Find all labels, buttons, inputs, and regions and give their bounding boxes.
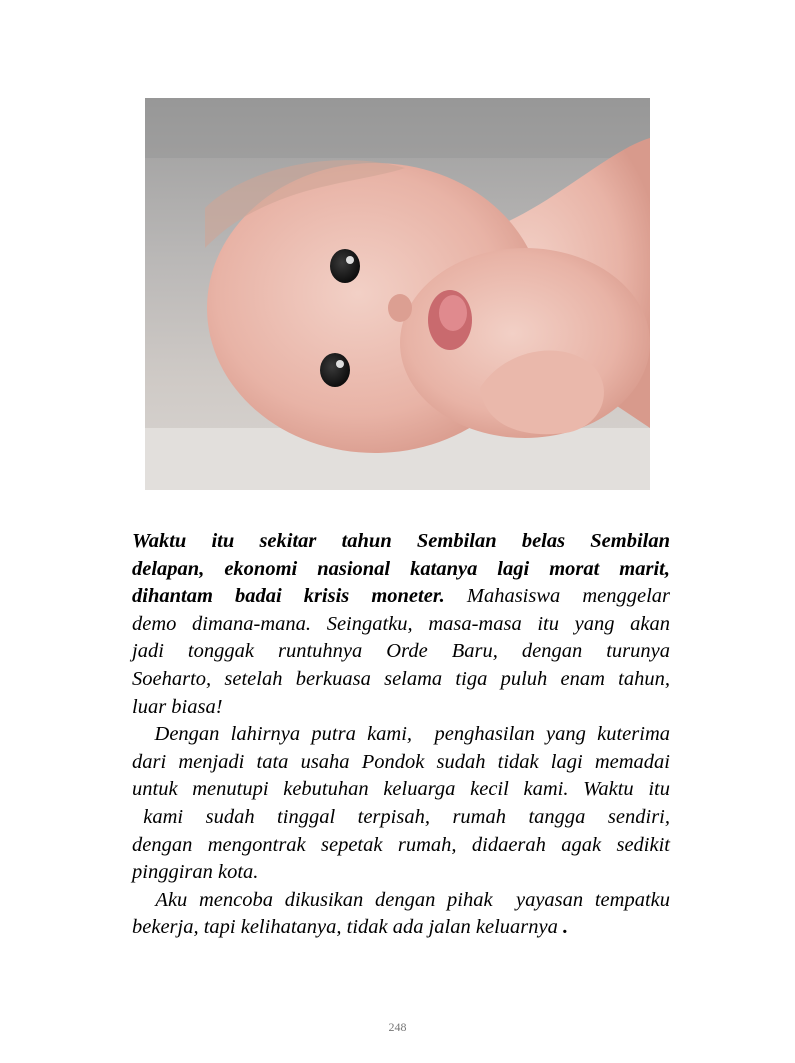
text-line: pinggiran kota. <box>132 861 259 884</box>
text-line: dari menjadi tata usaha Pondok sudah tidak lagi memadai <box>132 750 670 773</box>
line-body: bekerja, tapi kelihatanya, tidak ada jalan keluarnya <box>132 916 558 939</box>
line-end-period: . <box>557 916 569 939</box>
body-text <box>132 528 670 942</box>
baby-illustration <box>145 98 650 490</box>
text-line: luar biasa! <box>132 695 223 718</box>
text-line <box>132 583 670 611</box>
text-line: Aku mencoba dikusikan dengan pihak yayasan tempatku <box>132 888 671 911</box>
text-line: kami sudah tinggal terpisah, rumah tangga sendiri, <box>132 805 670 828</box>
line-tail: Mahasiswa menggelar <box>444 585 671 608</box>
text-line: Waktu itu sekitar tahun Sembilan belas Sembilan <box>132 530 670 552</box>
bold-phrase: dihantam badai krisis moneter. <box>132 585 445 608</box>
text-line: Dengan lahirnya putra kami, penghasilan yang kuterima <box>132 723 670 746</box>
text-line: dengan mengontrak sepetak rumah, didaerah agak sedikit <box>132 833 670 856</box>
baby-photo <box>145 98 650 490</box>
text-line: untuk menutupi kebutuhan keluarga kecil kami. Waktu itu <box>132 778 670 801</box>
text-line: Soeharto, setelah berkuasa selama tiga puluh enam tahun, <box>132 667 670 690</box>
page-number: 248 <box>388 1020 407 1034</box>
text-line: jadi tonggak runtuhnya Orde Baru, dengan turunya <box>132 640 670 663</box>
text-line: demo dimana-mana. Seingatku, masa-masa itu yang akan <box>132 612 670 635</box>
text-line: delapan, ekonomi nasional katanya lagi morat marit, <box>132 557 670 580</box>
text-line <box>132 914 670 942</box>
